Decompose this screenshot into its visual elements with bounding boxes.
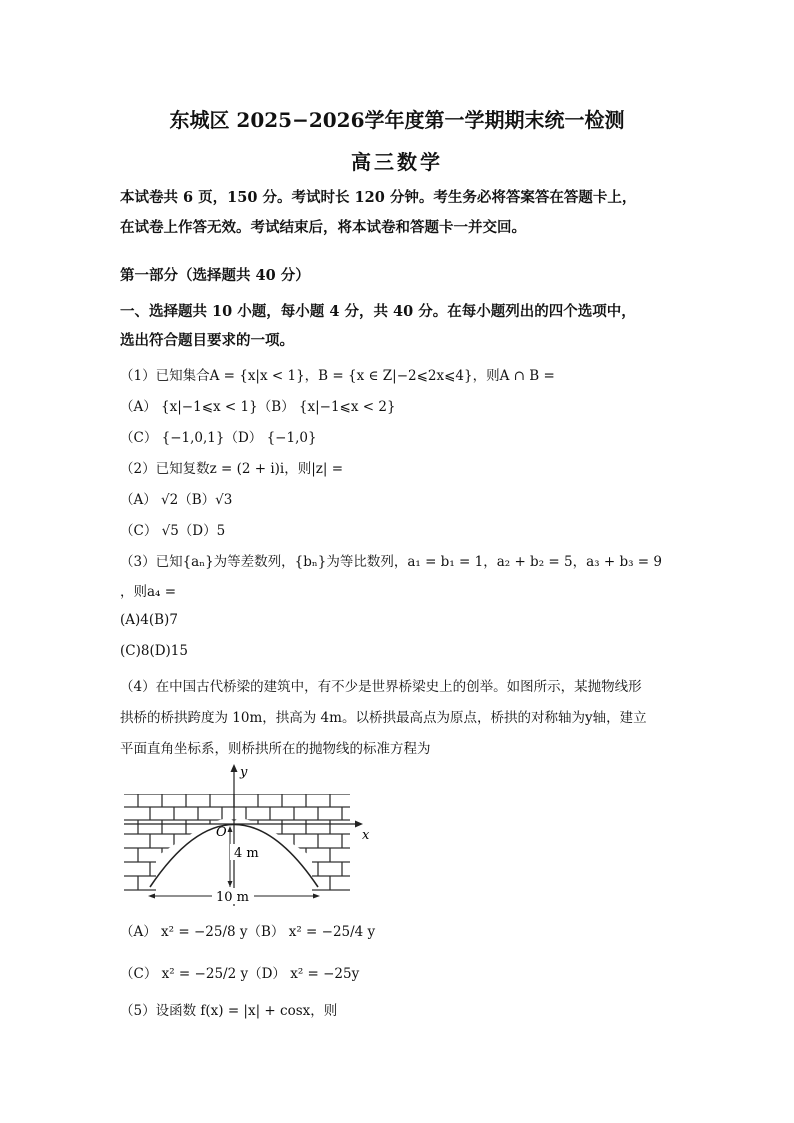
- origin-label: O: [216, 825, 227, 840]
- question-3-options-ab: (A)4(B)7: [120, 612, 178, 628]
- question-5-stem: （5）设函数 f(x) = |x| + cosx，则: [120, 1003, 338, 1019]
- y-axis-arrow-icon: [231, 764, 238, 772]
- bridge-arch-figure: [118, 762, 378, 908]
- span-arrow-right-icon: [313, 894, 320, 899]
- instructions-line-2: 在试卷上作答无效。考试结束后，将本试卷和答题卡一并交回。: [120, 219, 526, 236]
- x-axis-arrow-icon: [355, 821, 363, 828]
- question-3-stem-cont: ，则a₄ =: [120, 584, 177, 600]
- span-label: 10 m: [216, 890, 250, 905]
- height-label: 4 m: [234, 846, 259, 861]
- instructions-line-1: 本试卷共 6 页，150 分。考试时长 120 分钟。考生务必将答案答在答题卡上，: [120, 189, 637, 206]
- question-2-stem: （2）已知复数z = (2 + i)i，则|z| =: [120, 461, 344, 477]
- question-2-options-ab: （A） √2（B）√3: [120, 492, 233, 508]
- span-arrow-left-icon: [148, 894, 155, 899]
- question-4-stem-line-1: （4）在中国古代桥梁的建筑中，有不少是世界桥梁史上的创举。如图所示，某抛物线形: [120, 679, 642, 695]
- document-title: 东城区 2025−2026学年度第一学期期末统一检测: [169, 108, 625, 132]
- question-1-options-cd: （C） {−1,0,1}（D） {−1,0}: [120, 430, 317, 446]
- y-axis-label: y: [240, 765, 248, 780]
- x-axis-label: x: [362, 828, 370, 843]
- question-4-options-cd: （C） x² = −25/2 y（D） x² = −25y: [120, 966, 360, 982]
- question-3-options-cd: (C)8(D)15: [120, 643, 188, 659]
- part-heading: 第一部分（选择题共 40 分）: [120, 267, 310, 284]
- question-4-stem-line-2: 拱桥的桥拱跨度为 10m，拱高为 4m。以桥拱最高点为原点，桥拱的对称轴为y轴，建立: [120, 710, 647, 726]
- question-1-options-ab: （A） {x|−1⩽x < 1}（B） {x|−1⩽x < 2}: [120, 399, 396, 415]
- section-intro-line-2: 选出符合题目要求的一项。: [120, 332, 294, 349]
- question-3-stem: （3）已知{aₙ}为等差数列，{bₙ}为等比数列，a₁ = b₁ = 1，a₂ + b₂ = 5，a₃ + b₃ = 9: [120, 554, 662, 570]
- question-2-options-cd: （C） √5（D）5: [120, 523, 226, 539]
- section-intro-line-1: 一、选择题共 10 小题，每小题 4 分，共 40 分。在每小题列出的四个选项中，: [120, 303, 636, 320]
- question-1-stem: （1）已知集合A = {x|x < 1}，B = {x ∈ Z|−2⩽2x⩽4}，则A ∩ B =: [120, 368, 555, 384]
- question-4-stem-line-3: 平面直角坐标系，则桥拱所在的抛物线的标准方程为: [120, 741, 431, 757]
- document-subtitle: 高三数学: [351, 150, 443, 174]
- question-4-options-ab: （A） x² = −25/8 y（B） x² = −25/4 y: [120, 924, 376, 940]
